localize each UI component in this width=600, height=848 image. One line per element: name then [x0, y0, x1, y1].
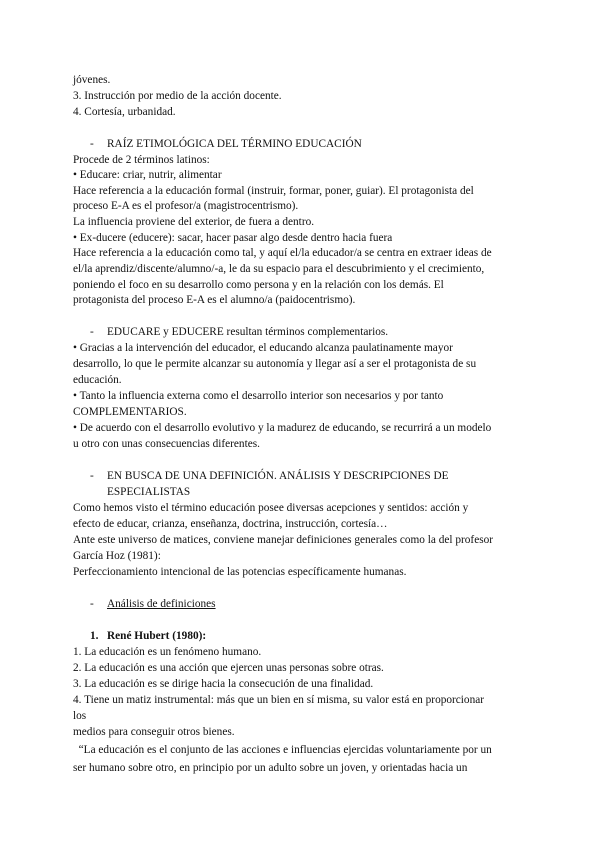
text-line: COMPLEMENTARIOS. [73, 406, 187, 418]
text-line: poniendo el foco en su desarrollo como persona y en la relación con los demás. El [73, 279, 444, 291]
text-line: protagonista del proceso E-A es el alumno/a (paidocentrismo). [73, 294, 356, 306]
text-line: 4. Cortesía, urbanidad. [73, 106, 176, 118]
bullet-dash: - [90, 138, 94, 150]
bullet-dash: - [90, 470, 94, 482]
text-line: • De acuerdo con el desarrollo evolutivo y la madurez de educando, se recurrirá a un modelo [73, 422, 492, 434]
text-line: educación. [73, 374, 122, 386]
text-line: Como hemos visto el término educación posee diversas acepciones y sentidos: acción y [73, 502, 469, 514]
text-line: García Hoz (1981): [73, 550, 161, 562]
text-line: 3. La educación es se dirige hacia la consecución de una finalidad. [73, 678, 374, 690]
section-heading-definition-cont: ESPECIALISTAS [107, 486, 191, 498]
text-line: jóvenes. [73, 74, 111, 86]
text-line: • Ex-ducere (educere): sacar, hacer pasar algo desde dentro hacia fuera [73, 232, 393, 244]
text-line: • Educare: criar, nutrir, alimentar [73, 169, 222, 181]
text-line: 4. Tiene un matiz instrumental: más que un bien en sí misma, su valor está en proporcionar [73, 694, 485, 706]
subheading-hubert: René Hubert (1980): [107, 630, 207, 642]
quote-line: “La educación es el conjunto de las acciones e influencias ejercidas voluntariamente por un [73, 744, 492, 756]
text-line: La influencia proviene del exterior, de fuera a dentro. [73, 216, 315, 228]
text-line: medios para conseguir otros bienes. [73, 726, 235, 738]
text-line: • Gracias a la intervención del educador, el educando alcanza paulatinamente mayor [73, 342, 453, 354]
text-line: Ante este universo de matices, conviene manejar definiciones generales como la del profesor [73, 534, 494, 546]
list-number: 1. [90, 630, 99, 642]
text-line: Hace referencia a la educación formal (instruir, formar, poner, guiar). El protagonista del [73, 185, 474, 197]
text-line: el/la aprendiz/discente/alumno/-a, le da su espacio para el descubrimiento y el crecimiento, [73, 263, 485, 275]
section-heading-etymology: RAÍZ ETIMOLÓGICA DEL TÉRMINO EDUCACIÓN [107, 138, 362, 150]
section-heading-definition: EN BUSCA DE UNA DEFINICIÓN. ANÁLISIS Y DESCRIPCIONES DE [107, 470, 449, 482]
text-line: 2. La educación es una acción que ejercen unas personas sobre otras. [73, 662, 384, 674]
section-heading-complementary: EDUCARE y EDUCERE resultan términos complementarios. [107, 326, 389, 338]
bullet-dash: - [90, 326, 94, 338]
text-line: Perfeccionamiento intencional de las potencias específicamente humanas. [73, 566, 407, 578]
text-line: 3. Instrucción por medio de la acción docente. [73, 90, 282, 102]
quote-line: ser humano sobre otro, en principio por un adulto sobre un joven, y orientadas hacia un [73, 762, 468, 774]
text-line: u otro con unas consecuencias diferentes. [73, 438, 260, 450]
text-line: 1. La educación es un fenómeno humano. [73, 646, 262, 658]
bullet-dash: - [90, 598, 94, 610]
text-line: efecto de educar, crianza, enseñanza, doctrina, instrucción, cortesía… [73, 518, 388, 530]
text-line: los [73, 710, 87, 722]
text-line: • Tanto la influencia externa como el desarrollo interior son necesarios y por tanto [73, 390, 444, 402]
text-line: proceso E-A es el profesor/a (magistrocentrismo). [73, 200, 299, 212]
section-heading-analysis: Análisis de definiciones [107, 598, 216, 610]
text-line: desarrollo, lo que le permite alcanzar su autonomía y llegar así a ser el protagonista de su [73, 358, 477, 370]
text-line: Hace referencia a la educación como tal, y aquí el/la educador/a se centra en extraer ideas de [73, 247, 492, 259]
text-line: Procede de 2 términos latinos: [73, 154, 210, 166]
